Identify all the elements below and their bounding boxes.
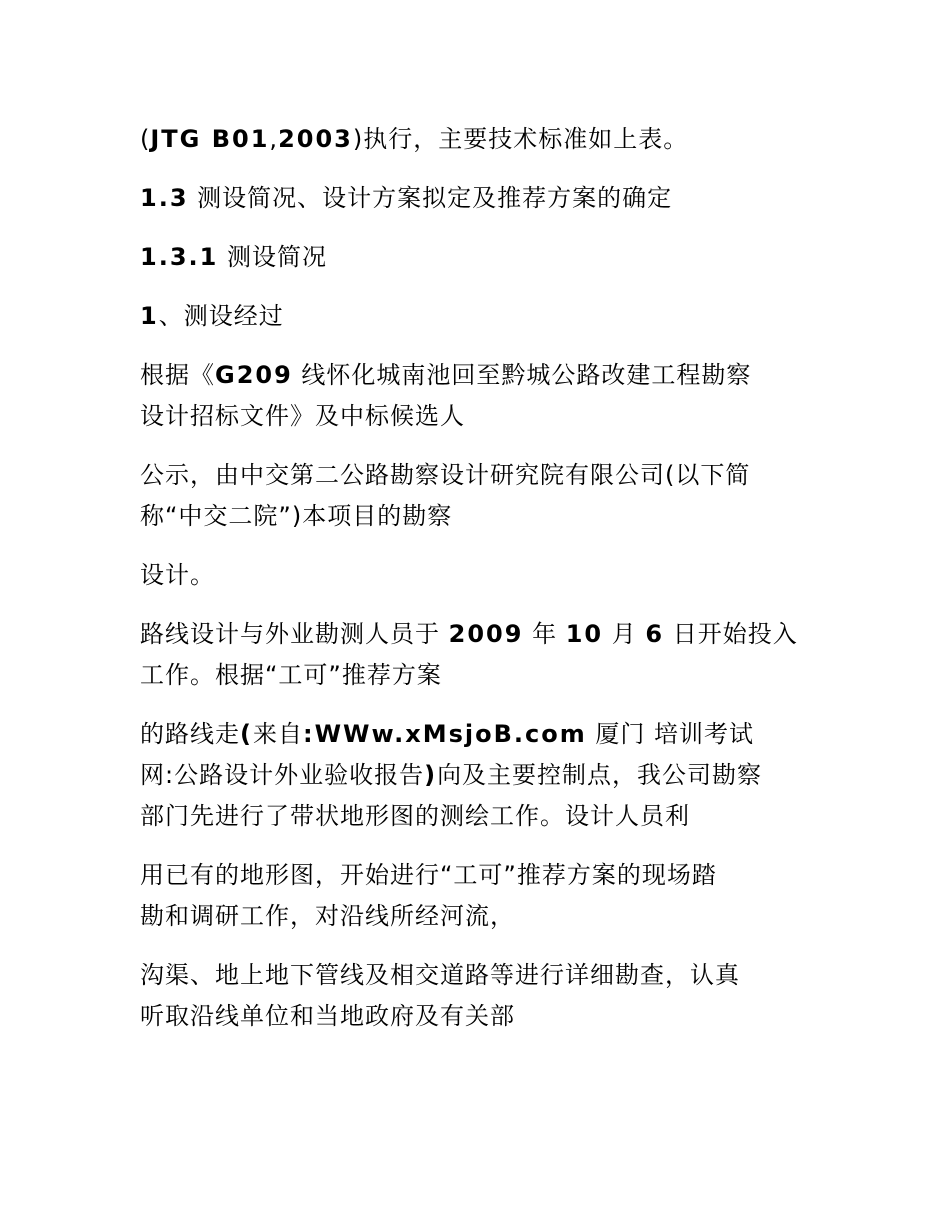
text-line: 沟渠、地上地下管线及相交道路等进行详细勘查，认真 <box>140 961 740 989</box>
text-line: 称“中交二院”)本项目的勘察 <box>140 502 453 530</box>
text-line: 路线设计与外业勘测人员于 2009 年 10 月 6 日开始投入 <box>140 620 798 648</box>
list-item-heading: 1、测设经过 <box>140 302 284 330</box>
section-heading-1-3-1: 1.3.1 测设简况 <box>140 243 327 271</box>
text-line: 工作。根据“工可”推荐方案 <box>140 661 442 689</box>
text-line: 网:公路设计外业验收报告)向及主要控制点，我公司勘察 <box>140 761 763 789</box>
text-line: 部门先进行了带状地形图的测绘工作。设计人员利 <box>140 802 690 830</box>
text-line: 听取沿线单位和当地政府及有关部 <box>140 1002 515 1030</box>
text-line: 根据《G209 线怀化城南池回至黔城公路改建工程勘察 <box>140 361 752 389</box>
text-line: 设计招标文件》及中标候选人 <box>140 402 465 430</box>
text-line: (JTG B01,2003)执行，主要技术标准如上表。 <box>140 125 689 153</box>
text-line: 公示，由中交第二公路勘察设计研究院有限公司(以下简 <box>140 461 751 489</box>
text-line: 的路线走(来自:WWw.xMsjoB.com 厦门 培训考试 <box>140 720 755 748</box>
text-line: 勘和调研工作，对沿线所经河流， <box>140 902 515 930</box>
section-heading-1-3: 1.3 测设简况、设计方案拟定及推荐方案的确定 <box>140 184 673 212</box>
text-line: 设计。 <box>140 561 215 589</box>
text-line: 用已有的地形图，开始进行“工可”推荐方案的现场踏 <box>140 861 717 889</box>
